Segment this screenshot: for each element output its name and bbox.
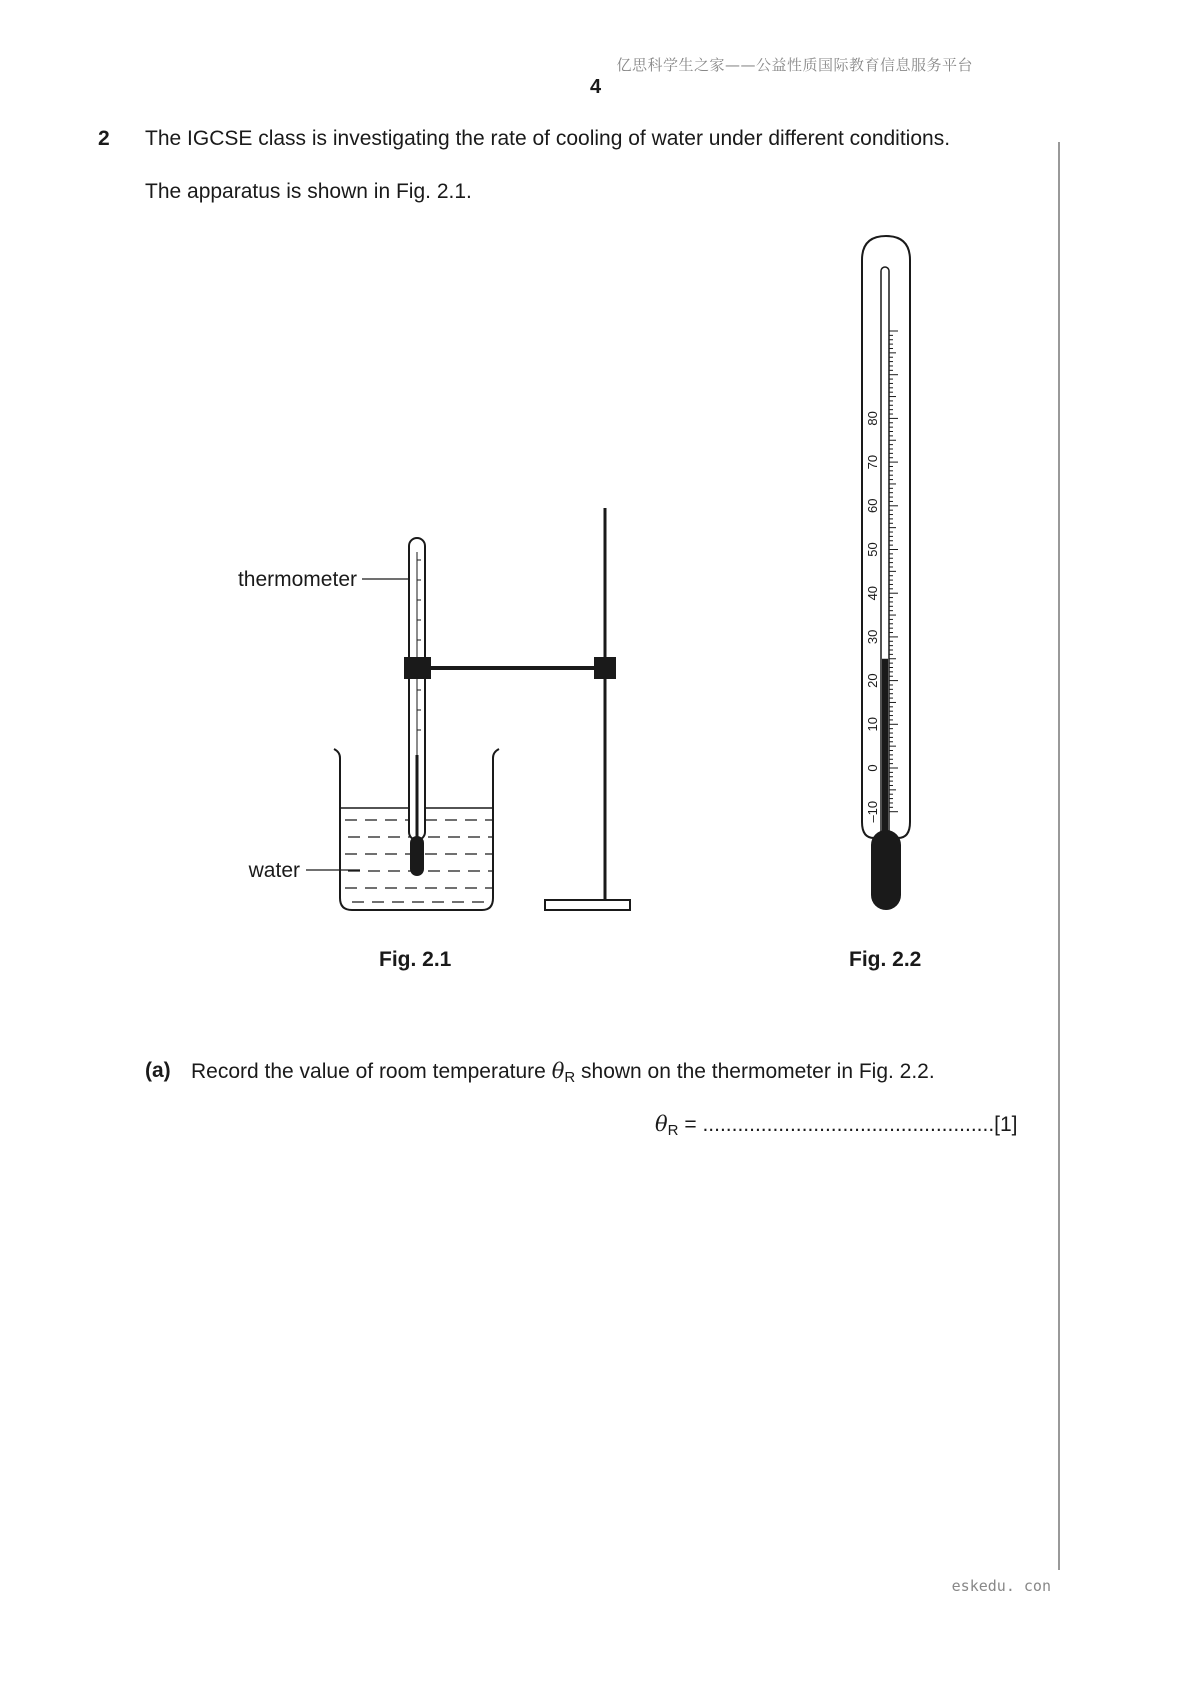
header-watermark: 亿思科学生之家——公益性质国际教育信息服务平台 [616, 56, 973, 74]
scale-label: 60 [865, 498, 880, 514]
scale-label: 50 [865, 542, 880, 557]
theta-symbol: θ [551, 1059, 565, 1083]
fig21-caption: Fig. 2.1 [379, 948, 452, 971]
part-a-text-after: shown on the thermometer in Fig. 2.2. [575, 1060, 935, 1083]
part-a-question [191, 1059, 935, 1086]
scale-label: 30 [865, 629, 880, 645]
fig22-mercury-column [882, 659, 888, 840]
fig22-caption: Fig. 2.2 [849, 948, 922, 971]
scale-label: 40 [865, 585, 880, 601]
theta-subscript: R [564, 1069, 576, 1086]
answer-line[interactable] [655, 1112, 1018, 1139]
label-water: water [248, 859, 300, 882]
fig22-bulb [871, 830, 901, 910]
scale-label: 80 [865, 411, 880, 426]
question-intro: The IGCSE class is investigating the rate of cooling of water under different conditions. [145, 127, 951, 150]
marks: [1] [994, 1113, 1018, 1136]
question-number: 2 [98, 127, 110, 150]
footer-site: eskedu. con [951, 1577, 1051, 1595]
scale-label: 20 [865, 673, 880, 688]
scale-label: 10 [865, 717, 880, 732]
scale-label: 70 [865, 454, 880, 470]
apparatus-text: The apparatus is shown in Fig. 2.1. [145, 180, 472, 203]
scale-label: 0 [865, 764, 880, 772]
page-number: 4 [589, 76, 602, 98]
answer-dots[interactable]: .................................................. [702, 1113, 995, 1136]
label-thermometer: thermometer [237, 568, 357, 591]
part-a-text-before: Record the value of room temperature [191, 1060, 552, 1083]
answer-subscript: R [667, 1122, 679, 1139]
part-a-letter: (a) [145, 1059, 171, 1082]
answer-theta: θ [655, 1112, 668, 1136]
answer-equals: = [678, 1113, 703, 1136]
scale-label: –10 [865, 800, 880, 823]
